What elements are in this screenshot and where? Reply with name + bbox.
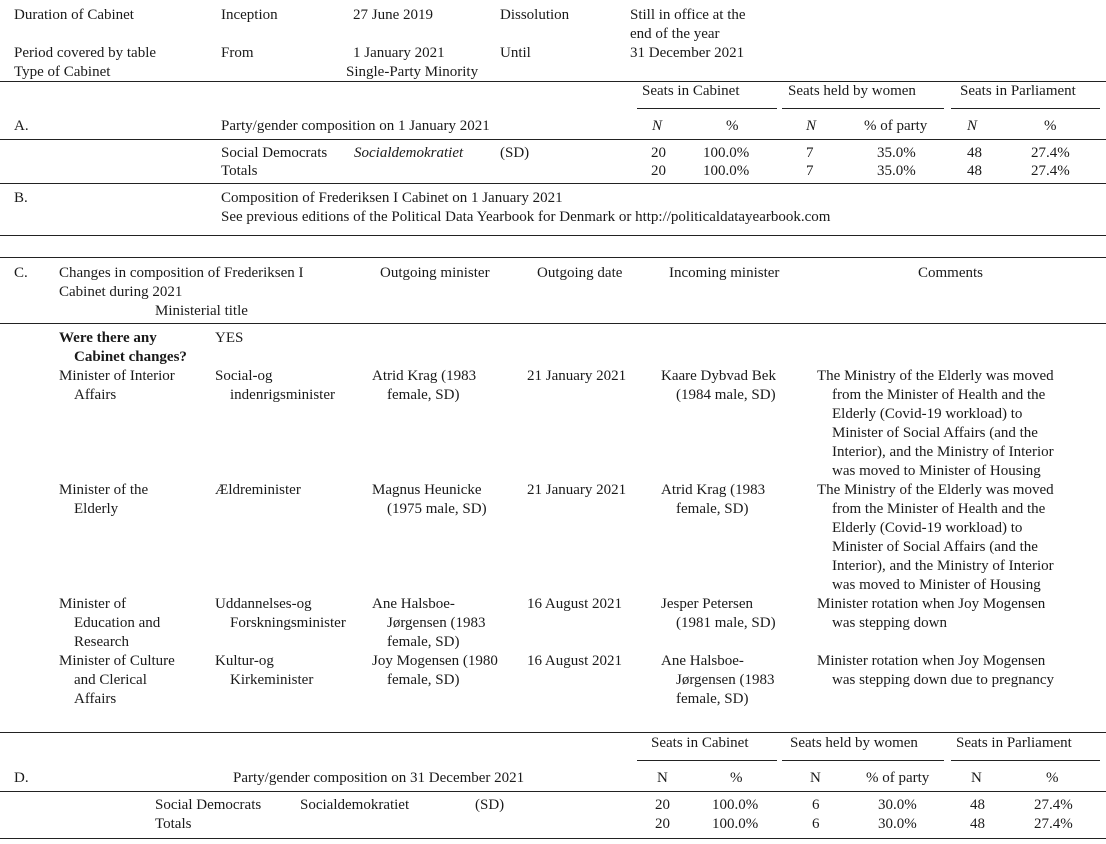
- cell: 35.0%: [877, 163, 916, 179]
- from-date: 1 January 2021: [353, 45, 445, 61]
- cell: 20: [655, 797, 670, 813]
- section-d-title: Party/gender composition on 31 December 2021: [233, 770, 525, 786]
- change-incoming: (1981 male, SD): [676, 615, 776, 631]
- section-b-letter: B.: [14, 190, 28, 206]
- d-group-seats-women: Seats held by women: [790, 735, 918, 751]
- change-comment: Minister of Social Affairs (and the: [832, 539, 1038, 555]
- cabinet-changes-question-line1: Were there any: [59, 330, 157, 346]
- cell: 100.0%: [712, 816, 759, 832]
- duration-label: Duration of Cabinet: [14, 7, 134, 23]
- cell: 20: [651, 145, 666, 161]
- change-outgoing: female, SD): [387, 634, 460, 650]
- change-comment: was moved to Minister of Housing: [832, 577, 1041, 593]
- cell: 6: [812, 797, 820, 813]
- cell: 7: [806, 145, 814, 161]
- party-native-name: Socialdemokratiet: [300, 797, 410, 813]
- change-date: 16 August 2021: [527, 653, 623, 669]
- d-col-n: N: [810, 770, 821, 786]
- divider: [0, 139, 1106, 140]
- change-comment: from the Minister of Health and the: [832, 501, 1046, 517]
- change-comment: The Ministry of the Elderly was moved: [817, 368, 1054, 384]
- change-outgoing: Magnus Heunicke: [372, 482, 482, 498]
- change-comment: was moved to Minister of Housing: [832, 463, 1041, 479]
- change-portfolio: and Clerical: [74, 672, 147, 688]
- cell: 35.0%: [877, 145, 916, 161]
- d-col-n: N: [971, 770, 982, 786]
- section-c-letter: C.: [14, 265, 28, 281]
- change-comment: Elderly (Covid-19 workload) to: [832, 520, 1023, 536]
- change-comment: Minister of Social Affairs (and the: [832, 425, 1038, 441]
- change-incoming: female, SD): [676, 691, 749, 707]
- change-portfolio: Elderly: [74, 501, 119, 517]
- cell: 48: [970, 816, 985, 832]
- col-ministerial-title: Ministerial title: [155, 303, 248, 319]
- change-title: indenrigsminister: [230, 387, 335, 403]
- divider: [0, 81, 1106, 82]
- a-col-pct-party: % of party: [864, 118, 928, 134]
- group-underline: [637, 760, 777, 761]
- change-portfolio: Affairs: [74, 691, 117, 707]
- type-label: Type of Cabinet: [14, 64, 111, 80]
- change-title: Kirkeminister: [230, 672, 314, 688]
- totals-label: Totals: [155, 816, 192, 832]
- section-a-title: Party/gender composition on 1 January 2021: [221, 118, 490, 134]
- group-underline: [951, 760, 1100, 761]
- col-comments: Comments: [918, 265, 984, 281]
- change-comment: Interior), and the Ministry of Interior: [832, 558, 1054, 574]
- party-abbr: (SD): [475, 797, 505, 813]
- divider: [0, 791, 1106, 792]
- change-comment: was stepping down: [832, 615, 947, 631]
- divider: [0, 183, 1106, 184]
- until-date: 31 December 2021: [630, 45, 745, 61]
- divider: [0, 838, 1106, 839]
- change-incoming: Ane Halsboe-: [661, 653, 744, 669]
- change-portfolio: Minister of the: [59, 482, 149, 498]
- d-col-pct-party: % of party: [866, 770, 930, 786]
- section-a-letter: A.: [14, 118, 29, 134]
- change-outgoing: Joy Mogensen (1980: [372, 653, 498, 669]
- dissolution-value-line2: end of the year: [630, 26, 720, 42]
- change-incoming: Jesper Petersen: [661, 596, 754, 612]
- cell: 27.4%: [1034, 797, 1073, 813]
- cell: 48: [967, 145, 982, 161]
- cell: 100.0%: [712, 797, 759, 813]
- col-outgoing-date: Outgoing date: [537, 265, 623, 281]
- change-title: Kultur-og: [215, 653, 274, 669]
- group-underline: [637, 108, 777, 109]
- party-name: Social Democrats: [155, 797, 262, 813]
- cabinet-changes-question-line2: Cabinet changes?: [74, 349, 187, 365]
- change-outgoing: Jørgensen (1983: [387, 615, 486, 631]
- change-portfolio: Minister of Interior: [59, 368, 175, 384]
- group-underline: [951, 108, 1100, 109]
- change-portfolio: Affairs: [74, 387, 117, 403]
- a-group-seats-women: Seats held by women: [788, 83, 916, 99]
- section-c-title-line2: Cabinet during 2021: [59, 284, 183, 300]
- dissolution-label: Dissolution: [500, 7, 570, 23]
- change-outgoing: female, SD): [387, 672, 460, 688]
- from-label: From: [221, 45, 254, 61]
- change-incoming: female, SD): [676, 501, 749, 517]
- change-incoming: Atrid Krag (1983: [661, 482, 766, 498]
- dissolution-value-line1: Still in office at the: [630, 7, 746, 23]
- change-incoming: (1984 male, SD): [676, 387, 776, 403]
- change-title: Ældreminister: [215, 482, 301, 498]
- change-title: Forskningsminister: [230, 615, 346, 631]
- party-name: Social Democrats: [221, 145, 328, 161]
- until-label: Until: [500, 45, 531, 61]
- d-col-pct: %: [730, 770, 743, 786]
- cell: 20: [651, 163, 666, 179]
- change-comment: Minister rotation when Joy Mogensen: [817, 596, 1046, 612]
- change-date: 16 August 2021: [527, 596, 623, 612]
- d-group-seats-cabinet: Seats in Cabinet: [651, 735, 749, 751]
- change-comment: Minister rotation when Joy Mogensen: [817, 653, 1046, 669]
- change-title: Uddannelses-og: [215, 596, 312, 612]
- change-incoming: Kaare Dybvad Bek: [661, 368, 776, 384]
- party-native-name: Socialdemokratiet: [354, 145, 464, 161]
- cell: 30.0%: [878, 816, 917, 832]
- change-comment: was stepping down due to pregnancy: [832, 672, 1055, 688]
- section-b-line1: Composition of Frederiksen I Cabinet on 1 January 2021: [221, 190, 563, 206]
- section-c-title-line1: Changes in composition of Frederiksen I: [59, 265, 304, 281]
- inception-label: Inception: [221, 7, 278, 23]
- change-comment: Elderly (Covid-19 workload) to: [832, 406, 1023, 422]
- change-portfolio: Minister of: [59, 596, 127, 612]
- divider: [0, 257, 1106, 258]
- col-incoming-minister: Incoming minister: [669, 265, 780, 281]
- party-abbr: (SD): [500, 145, 530, 161]
- a-col-pct: %: [726, 118, 739, 134]
- d-col-n: N: [657, 770, 668, 786]
- cell: 48: [967, 163, 982, 179]
- change-comment: Interior), and the Ministry of Interior: [832, 444, 1054, 460]
- cell: 7: [806, 163, 814, 179]
- section-d-letter: D.: [14, 770, 29, 786]
- change-comment: from the Minister of Health and the: [832, 387, 1046, 403]
- change-portfolio: Education and: [74, 615, 161, 631]
- group-underline: [782, 760, 944, 761]
- col-outgoing-minister: Outgoing minister: [380, 265, 490, 281]
- change-outgoing: Atrid Krag (1983: [372, 368, 477, 384]
- change-date: 21 January 2021: [527, 482, 627, 498]
- cell: 27.4%: [1031, 163, 1070, 179]
- inception-date: 27 June 2019: [353, 7, 433, 23]
- type-value: Single-Party Minority: [346, 64, 479, 80]
- d-col-pct: %: [1046, 770, 1059, 786]
- a-group-seats-cabinet: Seats in Cabinet: [642, 83, 740, 99]
- change-comment: The Ministry of the Elderly was moved: [817, 482, 1054, 498]
- change-outgoing: (1975 male, SD): [387, 501, 487, 517]
- totals-label: Totals: [221, 163, 258, 179]
- change-outgoing: Ane Halsboe-: [372, 596, 455, 612]
- cell: 6: [812, 816, 820, 832]
- change-outgoing: female, SD): [387, 387, 460, 403]
- cell: 48: [970, 797, 985, 813]
- a-col-pct: %: [1044, 118, 1057, 134]
- a-col-n: N: [806, 118, 817, 134]
- a-col-n: N: [967, 118, 978, 134]
- cell: 100.0%: [703, 145, 750, 161]
- change-date: 21 January 2021: [527, 368, 627, 384]
- divider: [0, 323, 1106, 324]
- divider: [0, 235, 1106, 236]
- change-portfolio: Research: [74, 634, 129, 650]
- change-title: Social-og: [215, 368, 273, 384]
- cell: 27.4%: [1031, 145, 1070, 161]
- divider: [0, 732, 1106, 733]
- period-label: Period covered by table: [14, 45, 157, 61]
- cell: 100.0%: [703, 163, 750, 179]
- group-underline: [782, 108, 944, 109]
- a-col-n: N: [652, 118, 663, 134]
- section-b-line2: See previous editions of the Political Data Yearbook for Denmark or http://politicaldatayearbook.com: [221, 209, 831, 225]
- cell: 30.0%: [878, 797, 917, 813]
- cell: 27.4%: [1034, 816, 1073, 832]
- change-portfolio: Minister of Culture: [59, 653, 175, 669]
- a-group-seats-parliament: Seats in Parliament: [960, 83, 1076, 99]
- change-incoming: Jørgensen (1983: [676, 672, 775, 688]
- d-group-seats-parliament: Seats in Parliament: [956, 735, 1072, 751]
- cell: 20: [655, 816, 670, 832]
- cabinet-changes-answer: YES: [215, 330, 244, 346]
